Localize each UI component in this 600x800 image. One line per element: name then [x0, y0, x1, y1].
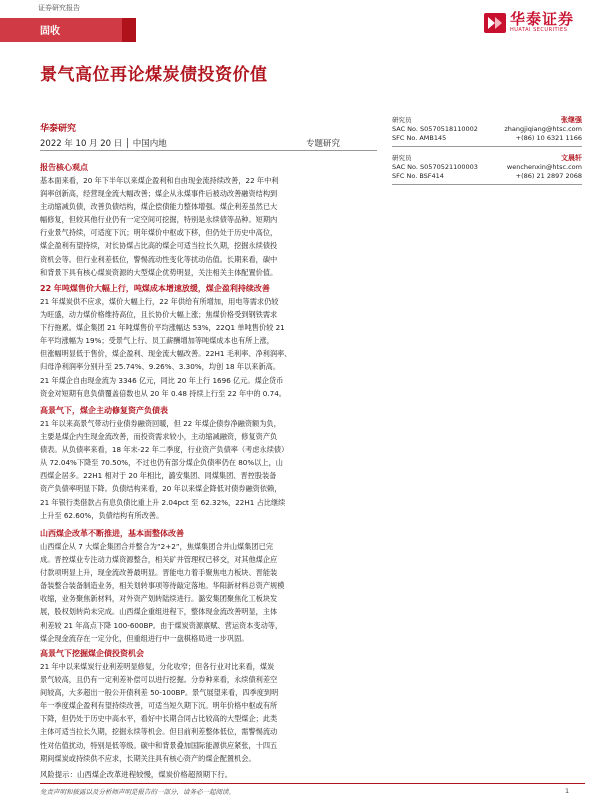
section-body [40, 417, 377, 522]
section-body [40, 660, 377, 765]
paragraph-line: 主动缩减负债，改善负债结构，煤企偿债能力整体增强。煤企利差虽然已大 [40, 202, 278, 212]
paragraph-line: 从 72.04%下降至 70.50%，不过也仍有部分煤企负债率仍在 80%以上，山 [40, 458, 283, 468]
paragraph-line: 基本面来看，20 年下半年以来煤企盈利和自由现金流持续改善，22 年中利 [40, 176, 279, 185]
paragraph-line: 成。晋控煤业专注动力煤资源整合，相关矿井管理权已移交，对其他煤企应 [40, 555, 278, 565]
paragraph-line: 21 年以来高景气带动行业债券融资回暖，但 22 年煤企债券净融资额为负， [40, 419, 281, 428]
divider [392, 146, 582, 147]
paragraph-line: 景气较高，且仍有一定利差补偿可以进行挖掘。分券种来看，永续债利差空 [40, 675, 278, 685]
analyst-sfc: SFC No. BSF414 [392, 172, 444, 180]
risk-warning: 风险提示：山西煤企改革进程较慢，煤炭价格超预期下行。 [40, 770, 233, 779]
section-heading: 高景气下挖掘煤企债投资机会 [40, 649, 144, 658]
paragraph-line: 幅修复，但较其他行业仍有一定空间可挖掘，特别是永续债等品种。短期内 [40, 215, 278, 225]
paragraph-line: 资机会等。但行业利差低位，警惕流动性变化等扰动估值。长期来看，碳中 [40, 254, 278, 264]
analyst-card [392, 154, 582, 181]
report-title: 景气高位再论煤炭债投资价值 [40, 65, 268, 85]
section-heading: 山西煤企改革不断推进，基本面整体改善 [40, 529, 184, 538]
footer-disclaimer: 免责声明和披露以及分析师声明是报告的一部分，请务必一起阅读。 [40, 788, 235, 796]
paragraph-line: 为旺盛，动力煤价格维持高位，且长协价大幅上涨；焦煤价格受到钢铁需求 [40, 310, 278, 320]
paragraph-line: 但涨幅明显低于售价，煤企盈利、现金流大幅改善。22H1 毛利率、净利润率、 [40, 349, 292, 359]
section-body [40, 295, 377, 400]
paragraph-line: 性对估值扰动，特别是低等级。碳中和背景叠加国际能源供应紧张，十四五 [40, 740, 278, 750]
logo-english-name: HUATAI SECURITIES [509, 27, 568, 33]
paragraph-line: 行业景气持续，可适度下沉；明年煤价中枢或下移，但仍处于历史中高位， [40, 228, 278, 238]
page-number: 1 [565, 787, 570, 795]
paragraph-line: 主体可适当拉长久期，挖掘永续等机会。但目前利差整体低位，需警惕流动 [40, 727, 278, 737]
paragraph-line: 润率创新高，经营现金流大幅改善；煤企从永煤事件后被动改善融资结构到 [40, 189, 278, 199]
sector-banner [0, 18, 122, 42]
paragraph-line: 归母净利润率分别升至 25.74%、9.26%、3.30%，均创 18 年以来新高。 [40, 362, 281, 372]
company-logo [484, 12, 574, 34]
paragraph-line: 付款项明显上升，现金流改善最明显。晋能电力着手聚焦电力板块、晋能装 [40, 568, 278, 578]
paragraph-line: 和背景下具有核心煤炭资源的大型煤企优势明显，关注相关主体配置价值。 [40, 267, 278, 277]
paragraph-line: 资产负债率明显下降。负债结构来看，20 年以来煤企降低对债券融资依赖， [40, 484, 282, 494]
analyst-sac: SAC No. S0570521100003 [392, 163, 478, 171]
analyst-card [392, 116, 582, 143]
paragraph-line: 西煤企居多。22H1 相对于 20 年相比，潞安集团、同煤集团、晋控股装备 [40, 471, 277, 481]
section-heading: 高景气下，煤企主动修复资产负债表 [40, 406, 168, 415]
analyst-sac: SAC No. S0570518110002 [392, 125, 478, 133]
divider [392, 184, 582, 185]
paragraph-line: 间较高，大多超出一般公开债利差 50-100BP。景气展望来看，四季度到明 [40, 688, 279, 698]
section-heading: 报告核心观点 [40, 163, 88, 172]
section-body [40, 540, 377, 645]
paragraph-line: 煤企盈利有望持续，对长协煤占比高的煤企可适当拉长久期，挖掘永续债投 [40, 241, 278, 251]
paragraph-line: 备装整合装备制造业务，相关划转事项等待敲定落地。华阳新材料总资产规模 [40, 581, 285, 591]
paragraph-line: 煤企现金流存在一定分化，但重组进行中一盘棋格局进一步巩固。 [40, 633, 249, 643]
analyst-phone: +(86) 21 2897 2068 [515, 172, 582, 180]
paragraph-line: 期间煤炭或持续供不应求，长期关注具有核心资产的煤企配置机会。 [40, 753, 256, 763]
paragraph-line: 21 年煤炭供不应求，煤价大幅上行，22 年供给有所增加，用电等需求仍较 [40, 297, 279, 306]
analyst-phone: +(86) 10 6321 1166 [515, 134, 582, 142]
paragraph-line: 山西煤企从 7 大煤企集团合并整合为“2+2”，焦煤集团合并山煤集团已完 [40, 542, 274, 551]
paragraph-line: 21 年中以来煤炭行业利差明显修复，分化收窄；但各行业对比来看，煤炭 [40, 662, 275, 671]
divider [40, 150, 377, 151]
paragraph-line: 上升至 62.60%，负债结构有所改善。 [40, 510, 164, 520]
paragraph-line: 收缩，业务聚焦新材料，对外资产划转陆续进行。潞安集团聚焦化工板块发 [40, 594, 278, 604]
paragraph-line: 债表。从负债率来看，18 年末-22 年二季度，行业资产负债率（考虑永续债） [40, 445, 289, 455]
analyst-name: 张继强 [561, 116, 582, 124]
footer-rule [40, 783, 585, 784]
analyst-name: 文晨轩 [561, 154, 582, 162]
analyst-email: wenchenxin@htsc.com [506, 163, 582, 171]
paragraph-line: 21 年煤企自由现金流为 3346 亿元，同比 20 年上行 1696 亿元。煤企货币 [40, 375, 284, 385]
paragraph-line: 展，股权划转尚未完成。山西煤企重组进程下，整体现金流改善明显，主体 [40, 607, 278, 617]
research-org: 华泰研究 [40, 124, 77, 134]
paragraph-line: 主要是煤企内生现金流改善，而投资需求较小，主动缩减融资，修复资产负 [40, 432, 278, 442]
paragraph-line: 下降，但仍处于历史中高水平，看好中长期合同占比较高的大型煤企；此类 [40, 714, 278, 724]
sector-label: 固收 [40, 26, 60, 37]
paragraph-line: 资金对短期有息负债覆盖倍数也从 20 年 0.48 持续上行至 22 年中的 0.74。 [40, 388, 286, 398]
report-type: 专题研究 [306, 139, 341, 149]
doc-label: 证券研究报告 [38, 4, 80, 12]
logo-chinese-name: 华泰证券 [509, 10, 574, 28]
paragraph-line: 利差较 21 年高点下降 100-600BP。由于煤炭资源禀赋、营运资本变动等， [40, 620, 283, 630]
analyst-sfc: SFC No. AMB145 [392, 134, 447, 142]
huatai-logo-icon [484, 13, 506, 33]
section-body [40, 174, 377, 279]
paragraph-line: 下行拖累。煤企集团 21 年吨煤售价平均涨幅达 53%，22Q1 单吨售价较 21 [40, 323, 285, 333]
analyst-email: zhangjiqiang@htsc.com [504, 125, 582, 133]
paragraph-line: 21 年银行类借款占有息负债比重上升 2.04pct 至 62.32%，22H1 占比继续 [40, 497, 286, 507]
report-dateline: 2022 年 10 月 20 日 │ 中国内地 [40, 139, 167, 149]
analyst-role: 研究员 [392, 154, 412, 162]
paragraph-line: 年一季度煤企盈利有望持续改善，可适当短久期下沉。明年价格中枢或有所 [40, 701, 278, 711]
section-heading: 22 年吨煤售价大幅上行，吨煤成本增速放缓，煤企盈利持续改善 [40, 284, 270, 293]
analyst-role: 研究员 [392, 116, 412, 124]
paragraph-line: 年平均涨幅为 19%；受景气上行、员工薪酬增加等吨煤成本也有所上涨， [40, 336, 274, 346]
